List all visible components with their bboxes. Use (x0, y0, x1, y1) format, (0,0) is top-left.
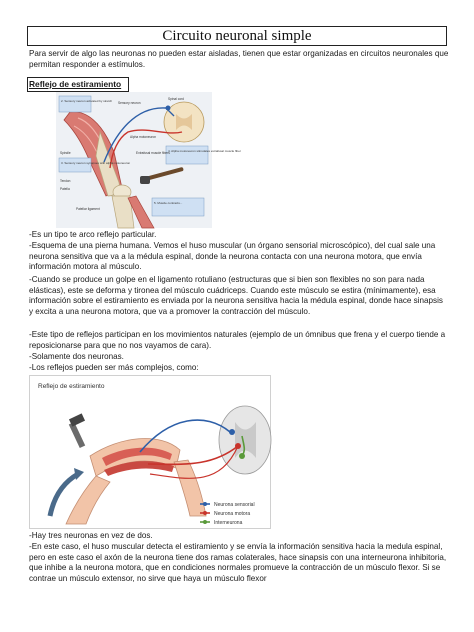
knee-reflex-illustration (56, 92, 241, 228)
section-heading: Reflejo de estiramiento (29, 79, 122, 89)
callout-2: 2. Sensory neuron activated by stretch (61, 99, 113, 103)
callout-5: 5. Muscle contracts... (154, 201, 183, 205)
label-sensory-neuron: Sensory neuron (118, 101, 141, 105)
paragraph-6: -Los reflejos pueden ser más complejos, como: (29, 363, 199, 372)
knee-reflex-figure (56, 92, 241, 228)
paragraph-3: -Cuando se produce un golpe en el ligamento rotuliano (estructuras que si bien son flexibles no son para nada elásticas), este se deforma y tironea del músculo cuádriceps. Cuando este músculo se estira (mínimamente), esa información sobre el estiramiento es enviada por la neurona sensitiva hacia la médula espinal, donde hace sinapsis y excita a una neurona motora, que va a promover la contracción del músculo. (29, 275, 443, 316)
figure2-title: Reflejo de estiramiento (38, 383, 105, 390)
label-spindle: Spindle (60, 151, 71, 155)
label-tendon: Tendon (60, 179, 71, 183)
paragraph-1: -Es un tipo te arco reflejo particular. (29, 230, 157, 239)
legend-interneuron: Interneurona (214, 520, 243, 526)
page-title: Circuito neuronal simple (27, 26, 447, 46)
callout-3: 3. Sensory neuron synapses with alpha motoneuron (61, 161, 131, 165)
label-patellar-ligament: Patellar ligament (76, 207, 100, 211)
label-extrafusal: Extrafusal muscle fibers (136, 151, 170, 155)
legend-sensory-neuron: Neurona sensorial (214, 502, 255, 508)
paragraph-8: -En este caso, el huso muscular detecta el estiramiento y se envía la información sensitiva hacia la medula espinal, pero en este caso el axón de la neurona tiene dos ramas colaterales, hace sinapsis con una interneurona inhibitoria, que inhibe a la neurona motora, que en condiciones normales promueve la contracción de un músculo flexor. Si se contrae un músculo extensor, no sirve que haya un músculo flexor (29, 542, 447, 583)
intro-paragraph: Para servir de algo las neuronas no pueden estar aisladas, tienen que estar organizadas en circuitos neuronales que permitan responder a estímulos. (29, 49, 449, 69)
paragraph-7: -Hay tres neuronas en vez de dos. (29, 531, 153, 540)
legend-motor-neuron: Neurona motora (214, 511, 251, 517)
paragraph-2: -Esquema de una pierna humana. Vemos el huso muscular (un órgano sensorial microscópico), del cual sale una neurona sensitiva que va a la médula espinal, donde la neurona contacta con una neurona motora, que envía información motora al músculo. (29, 241, 436, 271)
callout-4: 4. Alpha motoneuron stimulates extrafusal muscle fiber (168, 149, 241, 153)
label-spinal-cord: Spinal cord (168, 97, 184, 101)
paragraph-4: -Este tipo de reflejos participan en los movimientos naturales (ejemplo de un ómnibus que frena y el cuerpo tiende a reposicionarse para que no nos vayamos de cara). (29, 330, 446, 350)
stretch-reflex-figure (29, 375, 271, 529)
stretch-reflex-illustration (30, 376, 270, 528)
paragraph-5: -Solamente dos neuronas. (29, 352, 124, 361)
label-patella: Patella (60, 187, 70, 191)
label-alpha-motoneuron: Alpha motoneuron (130, 135, 157, 139)
